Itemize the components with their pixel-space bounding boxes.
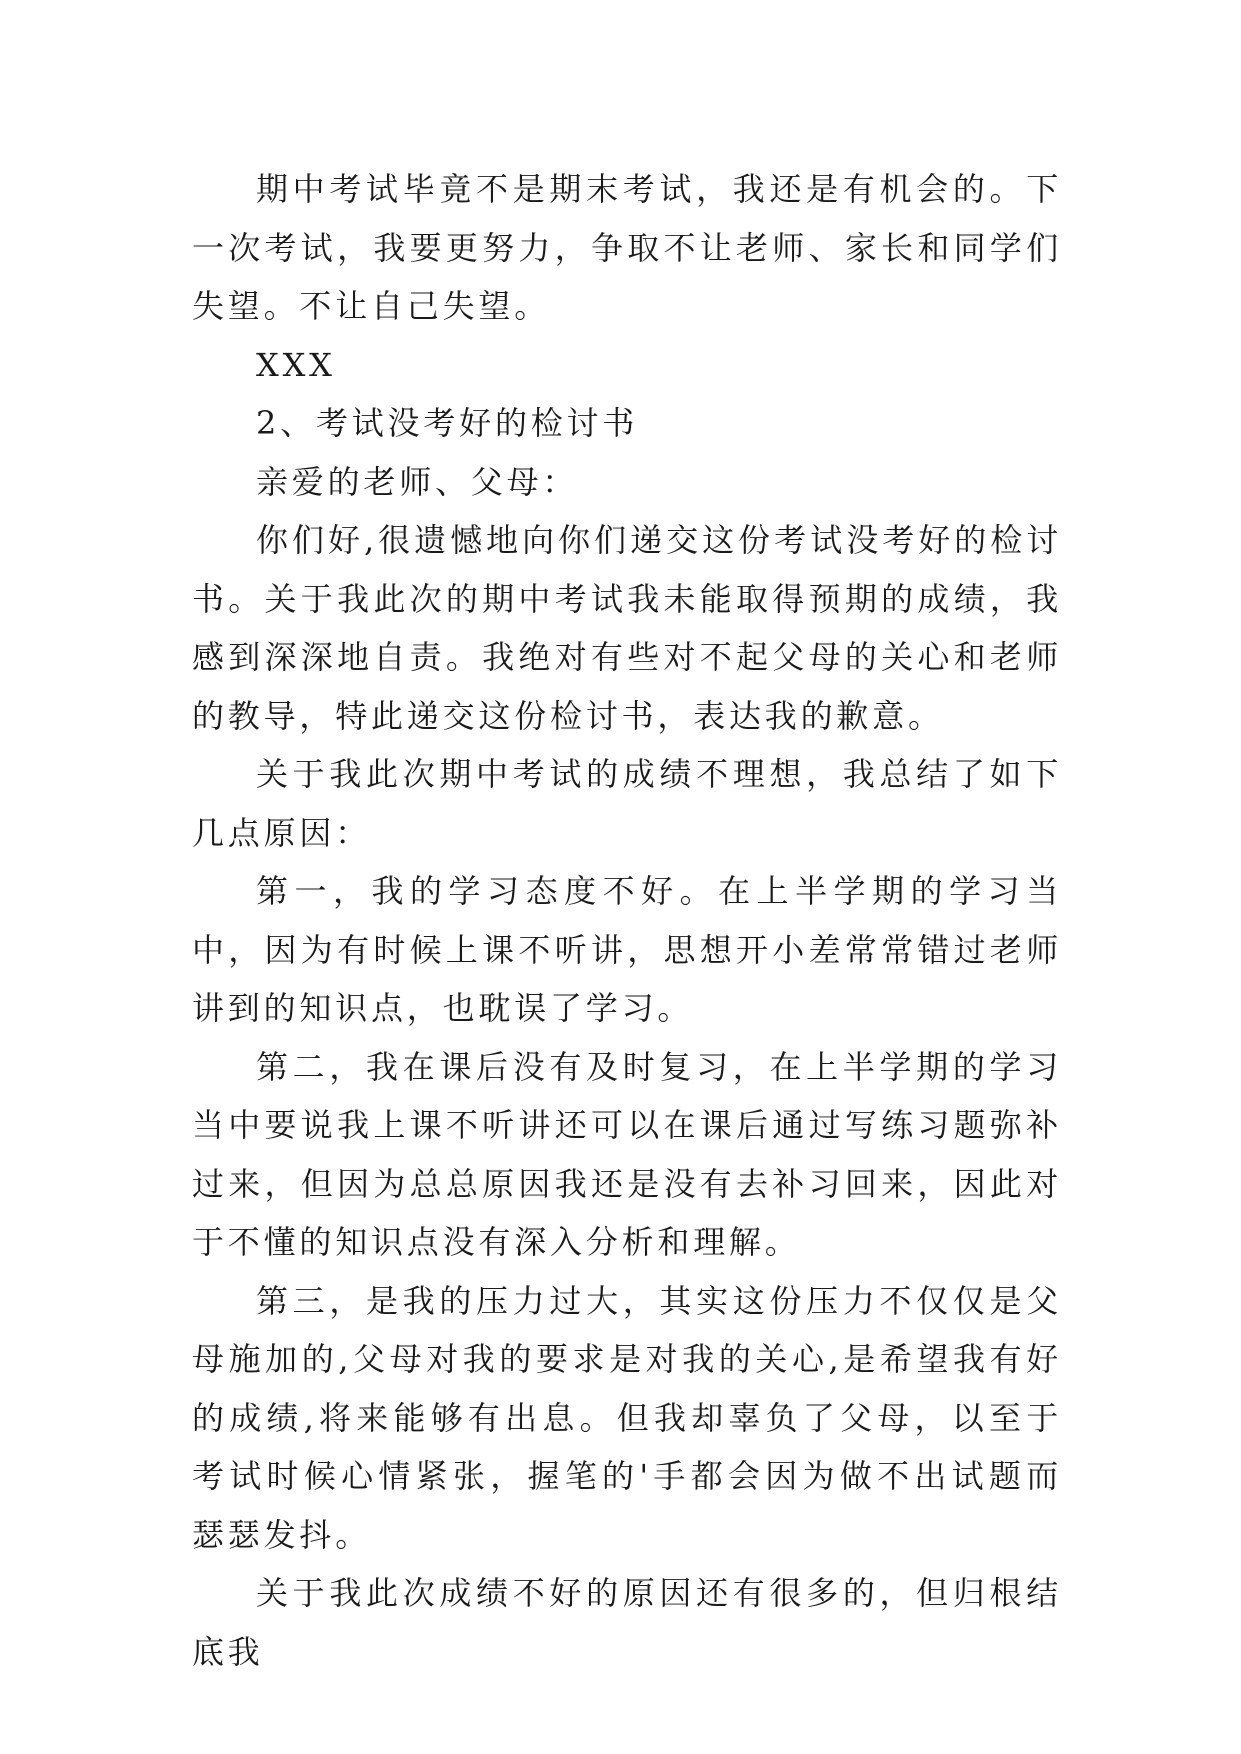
paragraph-reasons-lead: 关于我此次期中考试的成绩不理想，我总结了如下几点原因：	[192, 755, 1062, 852]
paragraph-intro: 你们好,很遗憾地向你们递交这份考试没考好的检讨书。关于我此次的期中考试我未能取得预期的成绩，我感到深深地自责。我绝对有些对不起父母的关心和老师的教导，特此递交这份检讨书，表达我的歉意。	[192, 521, 1062, 735]
paragraph-reason-1: 第一，我的学习态度不好。在上半学期的学习当中，因为有时候上课不听讲，思想开小差常常错过老师讲到的知识点，也耽误了学习。	[192, 872, 1062, 1027]
paragraph-closing: 关于我此次成绩不好的原因还有很多的，但归根结底我	[192, 1574, 1062, 1671]
paragraph-reason-3: 第三，是我的压力过大，其实这份压力不仅仅是父母施加的,父母对我的要求是对我的关心,是希望我有好的成绩,将来能够有出息。但我却辜负了父母，以至于考试时候心情紧张，握笔的'手都会因为做不出试题而瑟瑟发抖。	[192, 1281, 1062, 1554]
paragraph-reason-2: 第二，我在课后没有及时复习，在上半学期的学习当中要说我上课不听讲还可以在课后通过写练习题弥补过来，但因为总总原因我还是没有去补习回来，因此对于不懂的知识点没有深入分析和理解。	[192, 1047, 1062, 1261]
salutation: 亲爱的老师、父母：	[256, 462, 579, 501]
document-page	[192, 160, 1062, 1681]
section-heading: 2、考试没考好的检讨书	[256, 404, 639, 442]
paragraph-conclusion: 期中考试毕竟不是期末考试，我还是有机会的。下一次考试，我要更努力，争取不让老师、家长和同学们失望。不让自己失望。	[192, 170, 1062, 325]
signature: XXX	[256, 345, 336, 384]
